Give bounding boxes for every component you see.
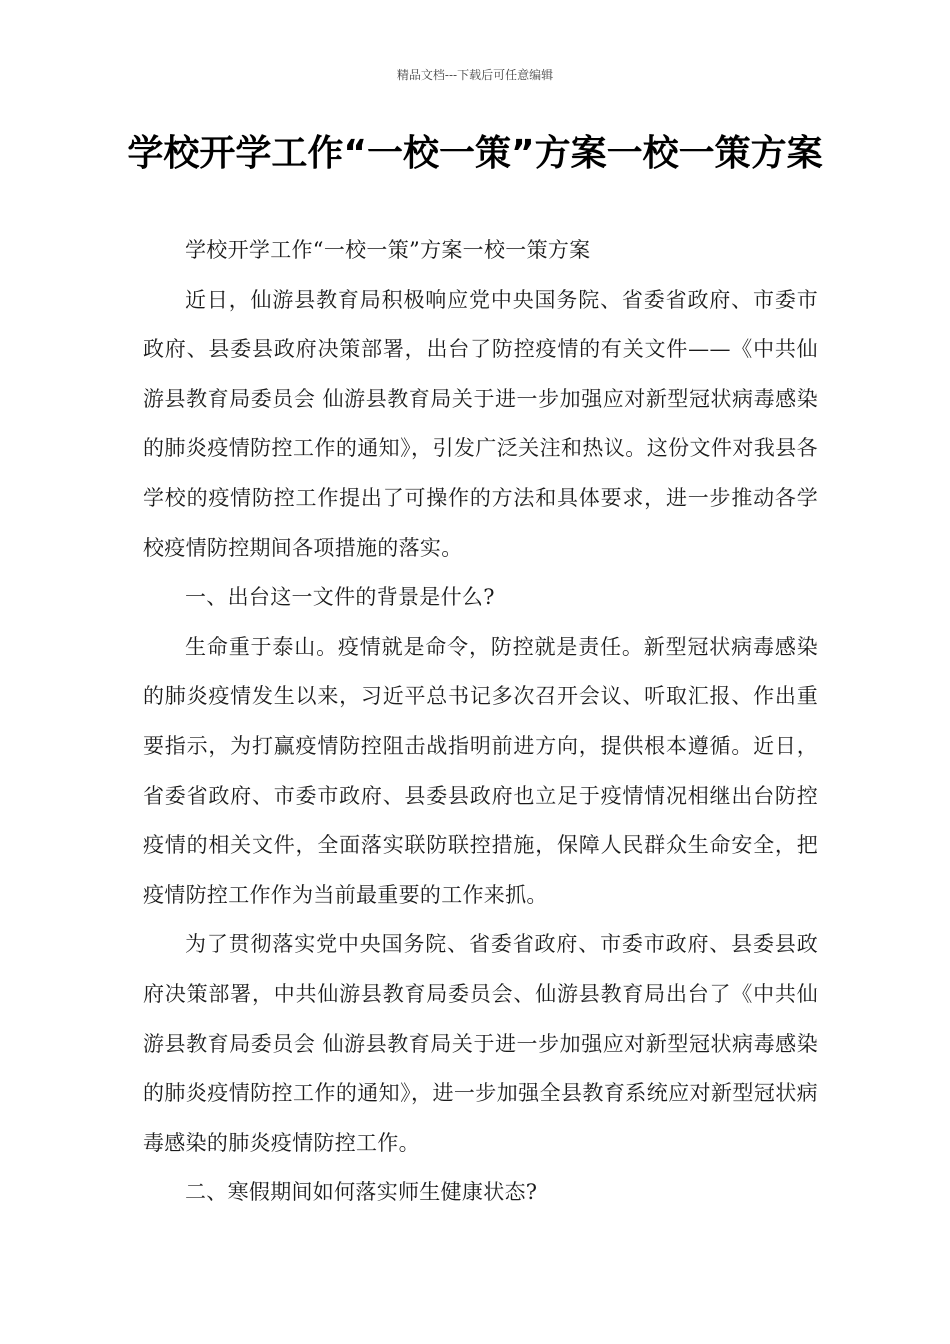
header-note: 精品文档---下载后可任意编辑 — [396, 68, 554, 82]
body-paragraph: 近日，仙游县教育局积极响应党中央国务院、省委省政府、市委市政府、县委县政府决策部署，出台了防控疫情的有关文件——《中共仙游县教育局委员会 仙游县教育局关于进一步加强应对新型冠状病毒感染的肺炎疫情防控工作的通知》，引发广泛关注和热议。这份文件对我县各学校的疫情防控工作提出了可操作的方法和具体要求，进一步推动各学校疫情防控期间各项措施的落实。 — [143, 287, 818, 560]
body-paragraph: 生命重于泰山。疫情就是命令，防控就是责任。新型冠状病毒感染的肺炎疫情发生以来，习近平总书记多次召开会议、听取汇报、作出重要指示，为打赢疫情防控阻击战指明前进方向，提供根本遵循。近日，省委省政府、市委市政府、县委县政府也立足于疫情情况相继出台防控疫情的相关文件，全面落实联防联控措施，保障人民群众生命安全，把疫情防控工作作为当前最重要的工作来抓。 — [143, 634, 818, 907]
section-heading: 二、寒假期间如何落实师生健康状态? — [185, 1180, 538, 1205]
body-paragraph: 为了贯彻落实党中央国务院、省委省政府、市委市政府、县委县政府决策部署，中共仙游县教育局委员会、仙游县教育局出台了《中共仙游县教育局委员会 仙游县教育局关于进一步加强应对新型冠状病毒感染的肺炎疫情防控工作的通知》，进一步加强全县教育系统应对新型冠状病毒感染的肺炎疫情防控工作。 — [143, 932, 818, 1155]
document-body — [143, 226, 818, 1218]
document-title: 学校开学工作“一校一策”方案一校一策方案 — [127, 133, 823, 174]
section-heading: 一、出台这一文件的背景是什么? — [185, 585, 495, 610]
subtitle-paragraph: 学校开学工作“一校一策”方案一校一策方案 — [185, 238, 591, 262]
